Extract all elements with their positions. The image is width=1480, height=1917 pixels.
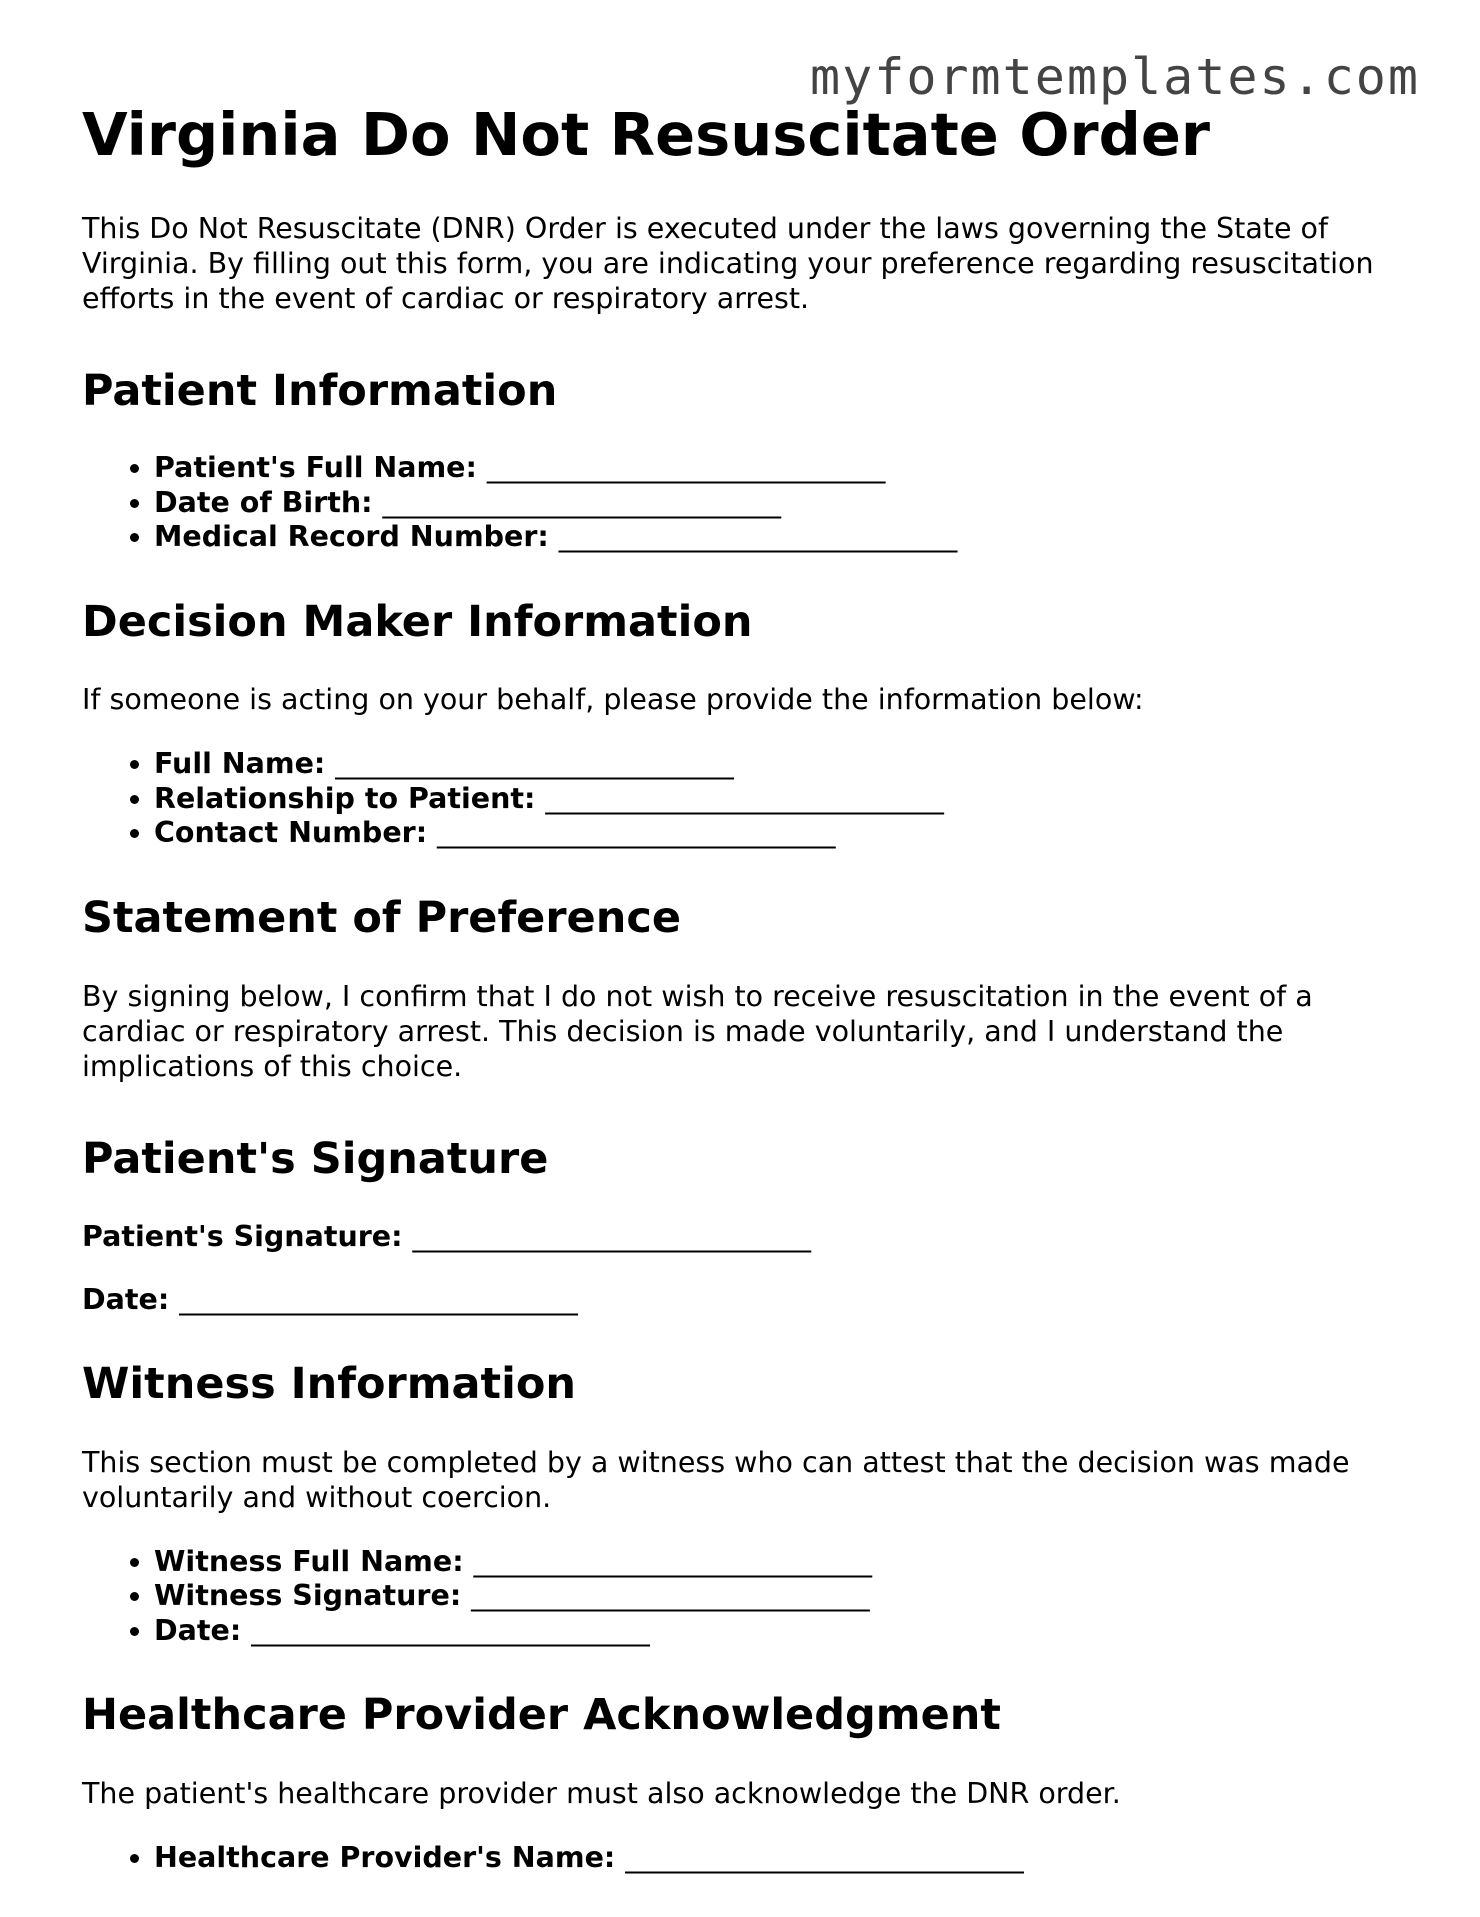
intro-paragraph: This Do Not Resuscitate (DNR) Order is executed under the laws governing the State of Virginia. By filling out this form, you are indicating your preference regarding resuscitation efforts in the event of cardiac or respiratory arrest. [82, 211, 1374, 315]
fill-line[interactable]: ______________________________ [335, 747, 733, 781]
decision-maker-text: If someone is acting on your behalf, please provide the information below: [82, 683, 1144, 717]
fill-line[interactable]: ______________________________ [486, 451, 885, 485]
fill-line[interactable]: ______________________________ [382, 485, 780, 519]
date-of-birth-field[interactable] [154, 486, 1412, 521]
field-label: Date of Birth: [154, 485, 373, 519]
witness-heading: Witness Information [82, 1359, 576, 1410]
provider-text: The patient's healthcare provider must also acknowledge the DNR order. [82, 1776, 1121, 1810]
patient-info-list [82, 451, 1412, 555]
fill-line[interactable]: ______________________________ [412, 1220, 810, 1254]
fill-line[interactable]: ______________________________ [625, 1840, 1023, 1874]
field-label: Witness Full Name: [154, 1544, 464, 1578]
field-label: Patient's Signature: [82, 1220, 403, 1254]
preference-heading: Statement of Preference [82, 892, 681, 943]
patient-signature-heading: Patient's Signature [82, 1133, 549, 1184]
witness-text: This section must be completed by a witness who can attest that the decision was made voluntarily and without coercion. [82, 1445, 1350, 1514]
provider-list [82, 1841, 1412, 1876]
medical-record-number-field[interactable] [154, 520, 1412, 555]
decision-maker-full-name-field[interactable] [154, 747, 1412, 782]
decision-maker-heading: Decision Maker Information [82, 596, 753, 647]
patient-signature-field[interactable] [82, 1219, 1412, 1254]
field-label: Witness Signature: [154, 1579, 462, 1613]
field-label: Contact Number: [154, 816, 428, 850]
field-label: Relationship to Patient: [154, 781, 536, 815]
fill-line[interactable]: ______________________________ [251, 1613, 649, 1647]
field-label: Date: [82, 1283, 170, 1317]
watermark: myformtemplates.com [810, 48, 1420, 106]
fill-line[interactable]: ______________________________ [473, 1544, 872, 1578]
witness-date-field[interactable] [154, 1614, 1412, 1649]
witness-list [82, 1545, 1412, 1649]
witness-signature-field[interactable] [154, 1579, 1412, 1614]
field-label: Date: [154, 1613, 242, 1647]
witness-full-name-field[interactable] [154, 1545, 1412, 1580]
decision-maker-list [82, 747, 1412, 851]
patient-info-heading: Patient Information [82, 365, 558, 416]
fill-line[interactable]: ______________________________ [179, 1283, 577, 1317]
provider-heading: Healthcare Provider Acknowledgment [82, 1690, 1001, 1741]
fill-line[interactable]: ______________________________ [558, 520, 957, 554]
field-label: Healthcare Provider's Name: [154, 1840, 616, 1874]
patient-signature-date-field[interactable] [82, 1282, 1412, 1317]
patient-full-name-field[interactable] [154, 451, 1412, 486]
page-title: Virginia Do Not Resuscitate Order [82, 100, 1210, 169]
fill-line[interactable]: ______________________________ [471, 1579, 869, 1613]
field-label: Patient's Full Name: [154, 451, 477, 485]
fill-line[interactable]: ______________________________ [545, 781, 943, 815]
preference-text: By signing below, I confirm that I do not wish to receive resuscitation in the event of a cardiac or respiratory arrest. This decision is made voluntarily, and I understand the implications of this choice. [82, 979, 1313, 1083]
fill-line[interactable]: ______________________________ [437, 816, 835, 850]
relationship-field[interactable] [154, 782, 1412, 817]
contact-number-field[interactable] [154, 816, 1412, 851]
provider-name-field[interactable] [154, 1841, 1412, 1876]
field-label: Medical Record Number: [154, 520, 549, 554]
document-page [82, 100, 1412, 1917]
field-label: Full Name: [154, 747, 326, 781]
